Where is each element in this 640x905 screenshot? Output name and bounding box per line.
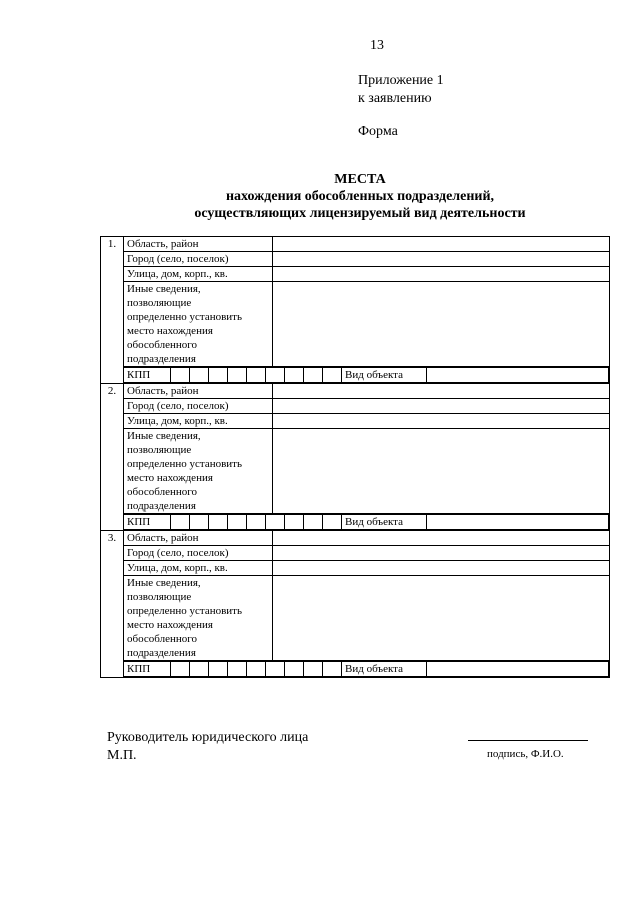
other-info-line: позволяющие xyxy=(127,591,192,603)
other-info-label xyxy=(124,429,273,514)
appendix-line2: к заявлению xyxy=(358,91,432,106)
document-title xyxy=(100,171,620,222)
block-number: 1. xyxy=(101,237,124,384)
signature-caption: подпись, Ф.И.О. xyxy=(487,748,564,760)
kpp-digit-cell[interactable] xyxy=(323,662,342,677)
appendix-line1: Приложение 1 xyxy=(358,73,444,88)
block-1-row-city xyxy=(101,252,610,267)
kpp-digit-cell[interactable] xyxy=(304,368,323,383)
kpp-digit-cell[interactable] xyxy=(304,515,323,530)
city-value-field[interactable] xyxy=(273,546,610,561)
block-3-row-kpp xyxy=(101,661,610,678)
city-label: Город (село, поселок) xyxy=(124,399,273,414)
object-type-field[interactable] xyxy=(427,662,609,677)
appendix-note xyxy=(358,72,444,108)
block-3-row-city xyxy=(101,546,610,561)
region-label: Область, район xyxy=(124,531,273,546)
other-info-label xyxy=(124,576,273,661)
other-info-line: позволяющие xyxy=(127,444,192,456)
kpp-digit-cell[interactable] xyxy=(285,662,304,677)
kpp-label: КПП xyxy=(124,368,171,383)
kpp-digit-cell[interactable] xyxy=(228,662,247,677)
other-info-line: Иные сведения, xyxy=(127,430,201,442)
region-value-field[interactable] xyxy=(273,531,610,546)
kpp-label: КПП xyxy=(124,662,171,677)
region-label: Область, район xyxy=(124,237,273,252)
title-line3: осуществляющих лицензируемый вид деятельности xyxy=(194,206,526,221)
kpp-digit-cell[interactable] xyxy=(171,515,190,530)
kpp-digit-cell[interactable] xyxy=(190,515,209,530)
other-value-field[interactable] xyxy=(273,282,610,367)
kpp-digit-cell[interactable] xyxy=(285,515,304,530)
other-value-field[interactable] xyxy=(273,576,610,661)
street-label: Улица, дом, корп., кв. xyxy=(124,267,273,282)
city-label: Город (село, поселок) xyxy=(124,252,273,267)
kpp-digit-cell[interactable] xyxy=(247,515,266,530)
kpp-digit-cell[interactable] xyxy=(247,662,266,677)
block-2-row-street xyxy=(101,414,610,429)
kpp-digit-cell[interactable] xyxy=(266,662,285,677)
kpp-digit-cell[interactable] xyxy=(171,662,190,677)
block-1-row-region xyxy=(101,237,610,252)
block-2-row-region xyxy=(101,384,610,399)
other-info-line: определенно установить xyxy=(127,311,242,323)
kpp-digit-cell[interactable] xyxy=(304,662,323,677)
locations-table xyxy=(100,236,610,678)
other-info-line: определенно установить xyxy=(127,605,242,617)
block-number: 2. xyxy=(101,384,124,531)
other-info-line: обособленного xyxy=(127,633,197,645)
other-info-line: Иные сведения, xyxy=(127,283,201,295)
object-type-label: Вид объекта xyxy=(342,515,427,530)
block-number: 3. xyxy=(101,531,124,678)
other-info-line: подразделения xyxy=(127,500,196,512)
object-type-label: Вид объекта xyxy=(342,368,427,383)
block-3-row-street xyxy=(101,561,610,576)
other-info-line: обособленного xyxy=(127,339,197,351)
block-3-row-region xyxy=(101,531,610,546)
object-type-label: Вид объекта xyxy=(342,662,427,677)
kpp-digit-cell[interactable] xyxy=(190,662,209,677)
other-info-line: Иные сведения, xyxy=(127,577,201,589)
region-value-field[interactable] xyxy=(273,384,610,399)
block-1-row-kpp xyxy=(101,367,610,384)
other-info-line: место нахождения xyxy=(127,619,213,631)
city-value-field[interactable] xyxy=(273,399,610,414)
stamp-label: М.П. xyxy=(107,748,137,763)
street-value-field[interactable] xyxy=(273,414,610,429)
kpp-digit-cell[interactable] xyxy=(209,662,228,677)
other-value-field[interactable] xyxy=(273,429,610,514)
kpp-digit-cell[interactable] xyxy=(209,368,228,383)
street-label: Улица, дом, корп., кв. xyxy=(124,414,273,429)
block-1-row-street xyxy=(101,267,610,282)
other-info-line: место нахождения xyxy=(127,325,213,337)
other-info-line: место нахождения xyxy=(127,472,213,484)
other-info-line: позволяющие xyxy=(127,297,192,309)
block-3-row-other xyxy=(101,576,610,661)
title-line1: МЕСТА xyxy=(334,172,386,187)
kpp-digit-cell[interactable] xyxy=(171,368,190,383)
region-value-field[interactable] xyxy=(273,237,610,252)
kpp-digit-cell[interactable] xyxy=(323,368,342,383)
other-info-line: подразделения xyxy=(127,647,196,659)
kpp-digit-cell[interactable] xyxy=(266,368,285,383)
object-type-field[interactable] xyxy=(427,368,609,383)
city-value-field[interactable] xyxy=(273,252,610,267)
kpp-digit-cell[interactable] xyxy=(209,515,228,530)
kpp-digit-cell[interactable] xyxy=(228,515,247,530)
other-info-line: обособленного xyxy=(127,486,197,498)
other-info-line: определенно установить xyxy=(127,458,242,470)
region-label: Область, район xyxy=(124,384,273,399)
page-number: 13 xyxy=(370,38,384,53)
kpp-digit-cell[interactable] xyxy=(228,368,247,383)
signature-line[interactable] xyxy=(468,740,588,741)
kpp-digit-cell[interactable] xyxy=(266,515,285,530)
object-type-field[interactable] xyxy=(427,515,609,530)
kpp-digit-cell[interactable] xyxy=(285,368,304,383)
street-label: Улица, дом, корп., кв. xyxy=(124,561,273,576)
street-value-field[interactable] xyxy=(273,561,610,576)
block-2-row-city xyxy=(101,399,610,414)
street-value-field[interactable] xyxy=(273,267,610,282)
block-1-row-other xyxy=(101,282,610,367)
title-line2: нахождения обособленных подразделений, xyxy=(225,189,495,204)
kpp-digit-cell[interactable] xyxy=(190,368,209,383)
kpp-label: КПП xyxy=(124,515,171,530)
kpp-digit-cell[interactable] xyxy=(247,368,266,383)
city-label: Город (село, поселок) xyxy=(124,546,273,561)
form-label: Форма xyxy=(358,124,398,139)
kpp-digit-cell[interactable] xyxy=(323,515,342,530)
other-info-line: подразделения xyxy=(127,353,196,365)
block-2-row-other xyxy=(101,429,610,514)
signature-head-label: Руководитель юридического лица xyxy=(107,730,309,745)
block-2-row-kpp xyxy=(101,514,610,531)
other-info-label xyxy=(124,282,273,367)
